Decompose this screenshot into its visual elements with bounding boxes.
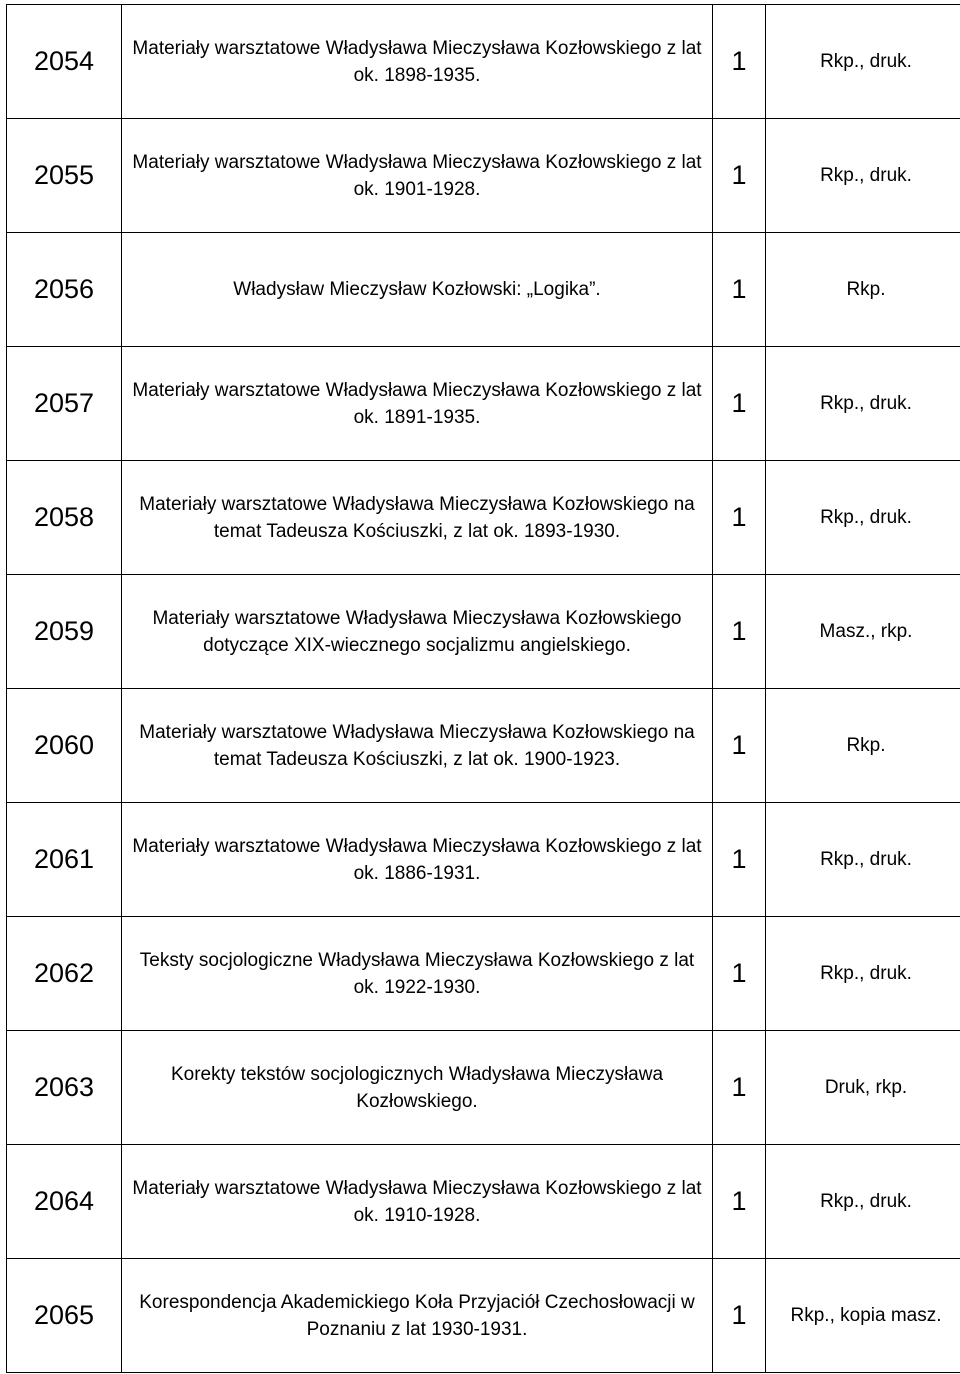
item-description: Materiały warsztatowe Władysława Mieczysława Kozłowskiego z lat ok. 1898-1935. bbox=[122, 5, 713, 119]
item-quantity: 1 bbox=[713, 917, 766, 1031]
table-row bbox=[7, 5, 960, 119]
item-type: Masz., rkp. bbox=[766, 575, 960, 689]
item-type: Druk, rkp. bbox=[766, 1031, 960, 1145]
item-type: Rkp. bbox=[766, 233, 960, 347]
item-quantity: 1 bbox=[713, 575, 766, 689]
item-number: 2056 bbox=[7, 233, 122, 347]
table-row bbox=[7, 1259, 960, 1373]
item-description: Materiały warsztatowe Władysława Mieczysława Kozłowskiego na temat Tadeusza Kościuszki, z lat ok. 1893-1930. bbox=[122, 461, 713, 575]
item-quantity: 1 bbox=[713, 803, 766, 917]
item-number: 2059 bbox=[7, 575, 122, 689]
table-row bbox=[7, 347, 960, 461]
inventory-table bbox=[6, 4, 960, 1373]
item-type: Rkp., druk. bbox=[766, 5, 960, 119]
item-type: Rkp., druk. bbox=[766, 803, 960, 917]
item-description: Materiały warsztatowe Władysława Mieczysława Kozłowskiego z lat ok. 1886-1931. bbox=[122, 803, 713, 917]
item-quantity: 1 bbox=[713, 347, 766, 461]
item-type: Rkp., kopia masz. bbox=[766, 1259, 960, 1373]
item-quantity: 1 bbox=[713, 5, 766, 119]
item-description: Materiały warsztatowe Władysława Mieczysława Kozłowskiego dotyczące XIX-wiecznego socjalizmu angielskiego. bbox=[122, 575, 713, 689]
table-row bbox=[7, 1031, 960, 1145]
item-quantity: 1 bbox=[713, 1145, 766, 1259]
table-row bbox=[7, 233, 960, 347]
item-quantity: 1 bbox=[713, 1031, 766, 1145]
item-description: Materiały warsztatowe Władysława Mieczysława Kozłowskiego z lat ok. 1891-1935. bbox=[122, 347, 713, 461]
item-type: Rkp., druk. bbox=[766, 1145, 960, 1259]
item-number: 2065 bbox=[7, 1259, 122, 1373]
item-number: 2055 bbox=[7, 119, 122, 233]
table-row bbox=[7, 1145, 960, 1259]
item-type: Rkp., druk. bbox=[766, 119, 960, 233]
item-quantity: 1 bbox=[713, 119, 766, 233]
item-description: Materiały warsztatowe Władysława Mieczysława Kozłowskiego z lat ok. 1901-1928. bbox=[122, 119, 713, 233]
item-type: Rkp., druk. bbox=[766, 461, 960, 575]
table-row bbox=[7, 917, 960, 1031]
item-description: Korekty tekstów socjologicznych Władysława Mieczysława Kozłowskiego. bbox=[122, 1031, 713, 1145]
table-row bbox=[7, 119, 960, 233]
item-description: Materiały warsztatowe Władysława Mieczysława Kozłowskiego na temat Tadeusza Kościuszki, z lat ok. 1900-1923. bbox=[122, 689, 713, 803]
item-description: Korespondencja Akademickiego Koła Przyjaciół Czechosłowacji w Poznaniu z lat 1930-1931. bbox=[122, 1259, 713, 1373]
table-row bbox=[7, 461, 960, 575]
table-row bbox=[7, 689, 960, 803]
inventory-table-body bbox=[7, 5, 960, 1373]
item-number: 2060 bbox=[7, 689, 122, 803]
item-number: 2063 bbox=[7, 1031, 122, 1145]
item-quantity: 1 bbox=[713, 689, 766, 803]
item-type: Rkp., druk. bbox=[766, 917, 960, 1031]
item-quantity: 1 bbox=[713, 461, 766, 575]
item-number: 2064 bbox=[7, 1145, 122, 1259]
item-number: 2054 bbox=[7, 5, 122, 119]
item-number: 2057 bbox=[7, 347, 122, 461]
item-description: Materiały warsztatowe Władysława Mieczysława Kozłowskiego z lat ok. 1910-1928. bbox=[122, 1145, 713, 1259]
item-type: Rkp. bbox=[766, 689, 960, 803]
item-type: Rkp., druk. bbox=[766, 347, 960, 461]
item-description: Teksty socjologiczne Władysława Mieczysława Kozłowskiego z lat ok. 1922-1930. bbox=[122, 917, 713, 1031]
table-row bbox=[7, 803, 960, 917]
item-description: Władysław Mieczysław Kozłowski: „Logika”. bbox=[122, 233, 713, 347]
item-number: 2058 bbox=[7, 461, 122, 575]
item-quantity: 1 bbox=[713, 1259, 766, 1373]
table-row bbox=[7, 575, 960, 689]
item-number: 2062 bbox=[7, 917, 122, 1031]
item-number: 2061 bbox=[7, 803, 122, 917]
item-quantity: 1 bbox=[713, 233, 766, 347]
